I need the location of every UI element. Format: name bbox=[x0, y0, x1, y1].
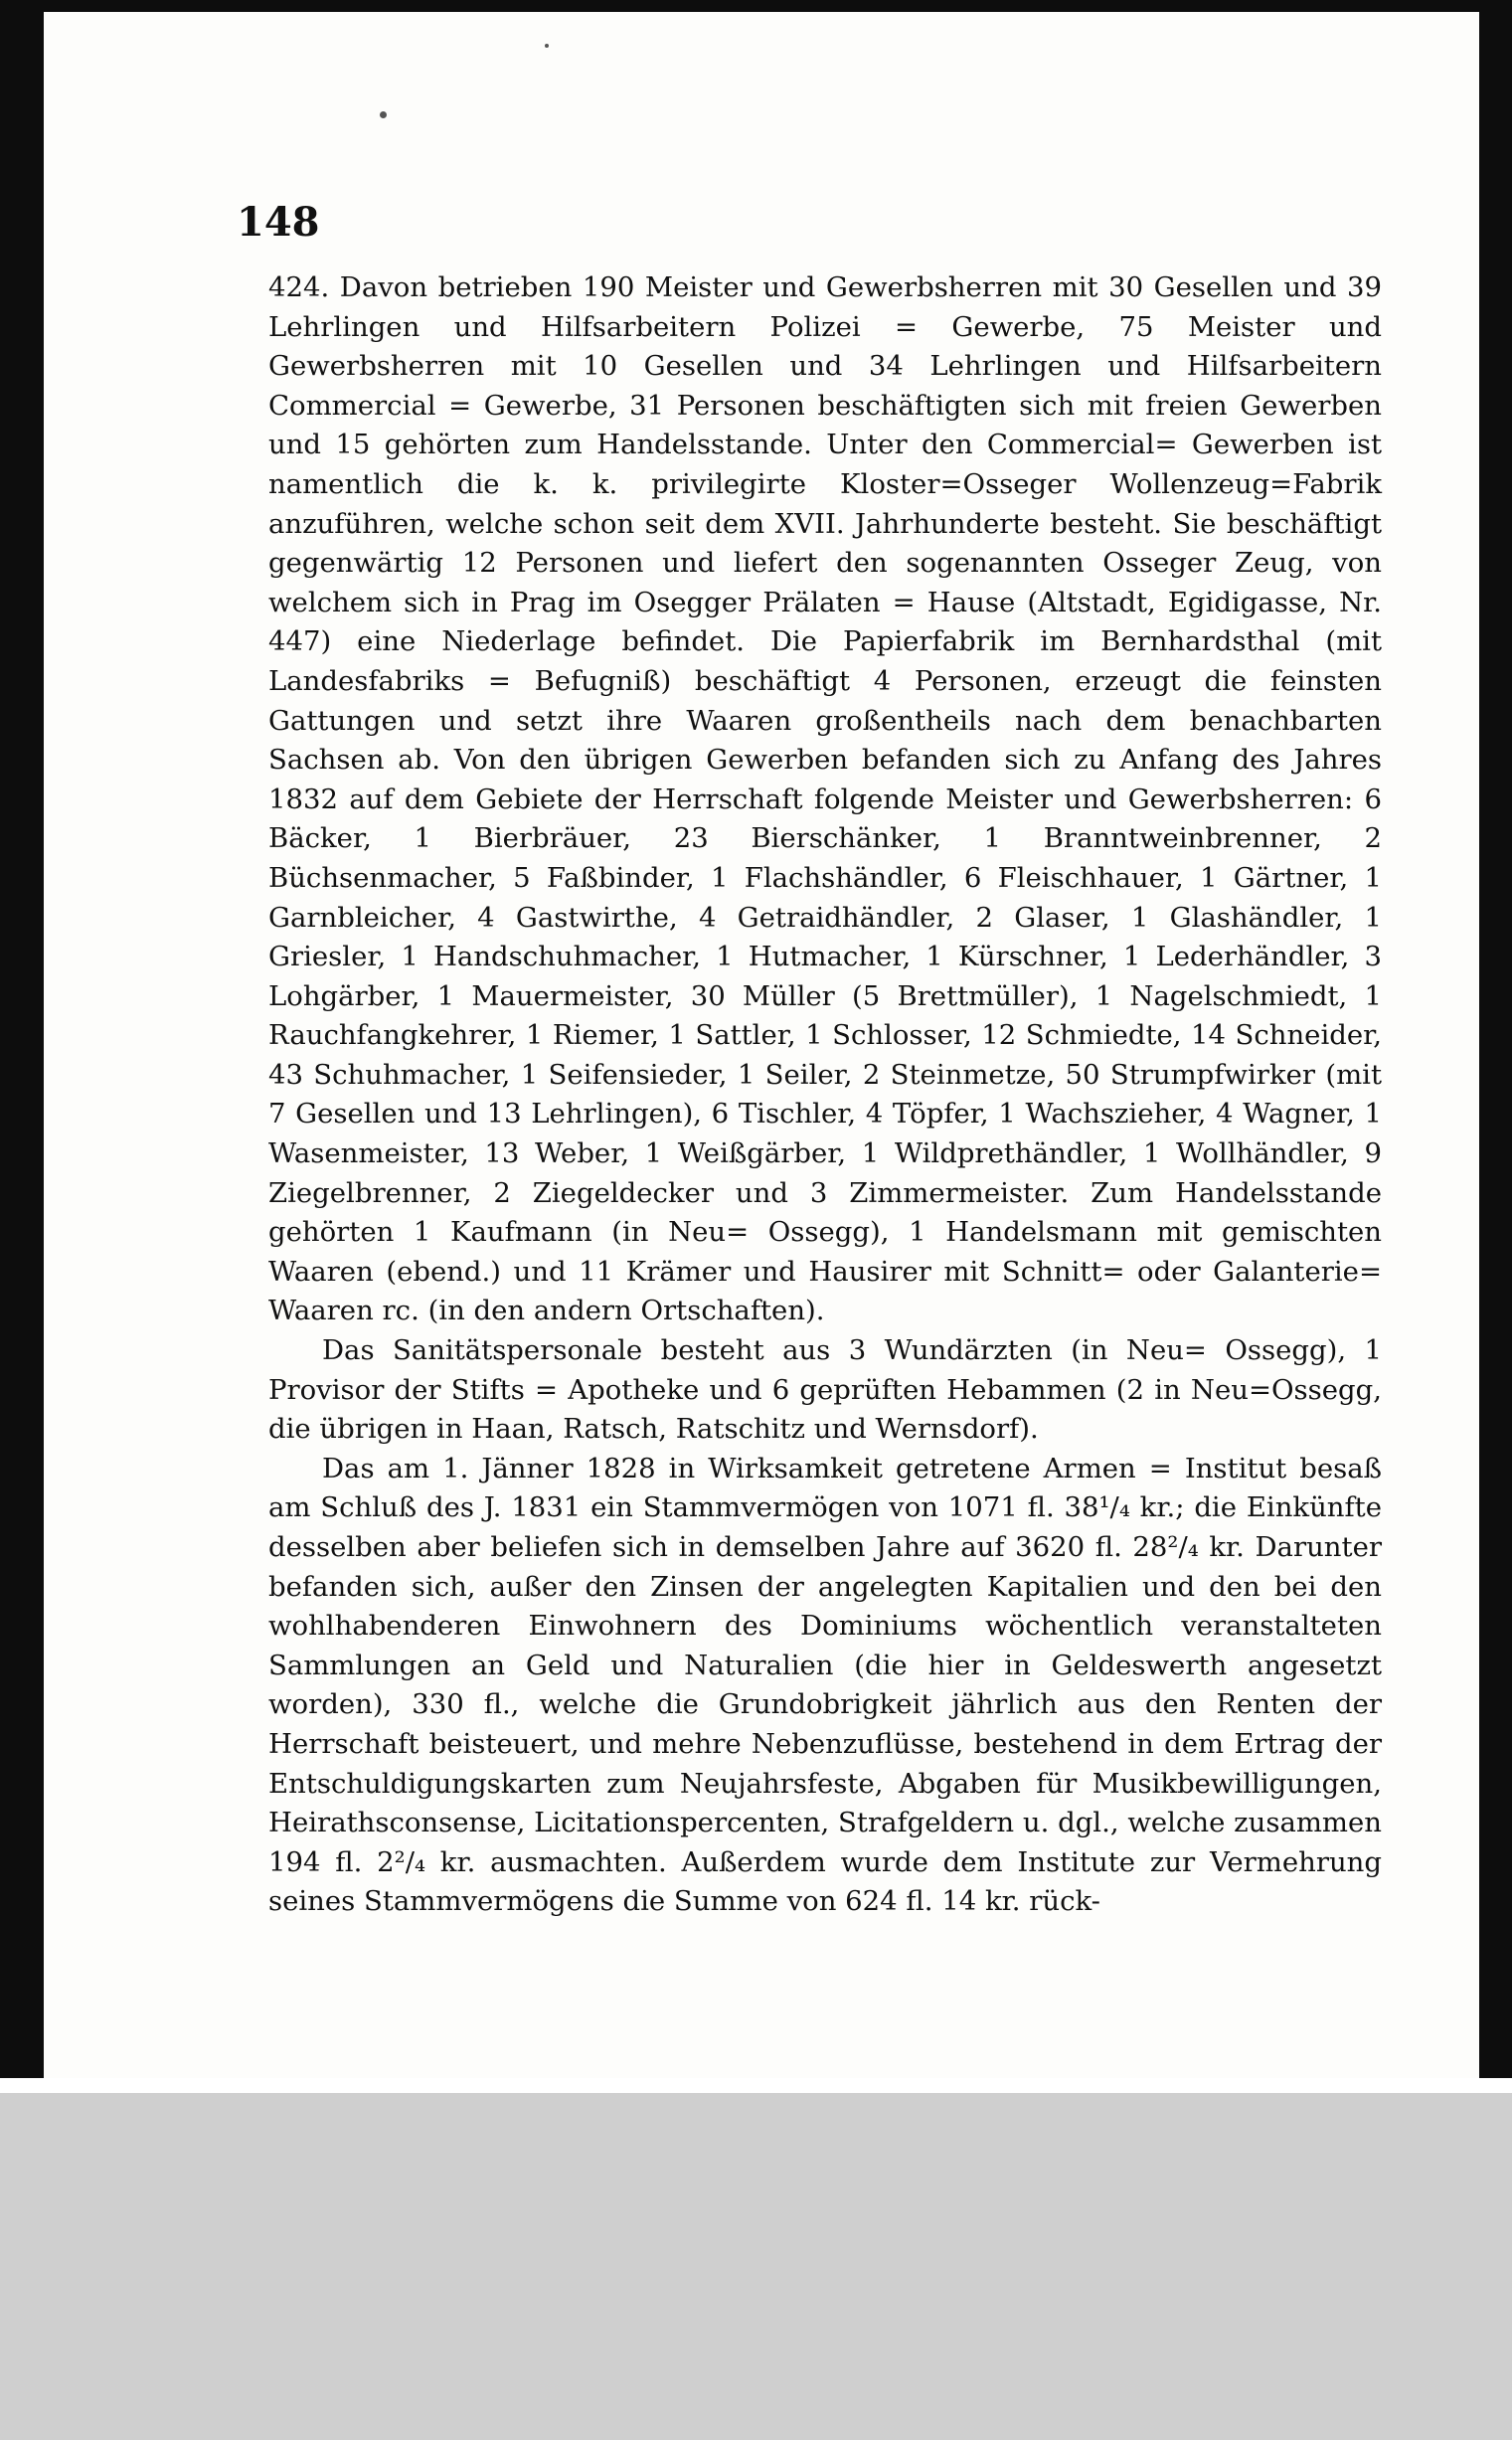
scanner-background bbox=[0, 2093, 1512, 2440]
page-number: 148 bbox=[237, 199, 320, 246]
scan-edge-left bbox=[0, 0, 44, 2078]
scan-edge-top bbox=[0, 0, 1512, 12]
dust-speck bbox=[545, 44, 549, 48]
body-text bbox=[268, 268, 1382, 1922]
paragraph-sanitaet: Das Sanitätspersonale besteht aus 3 Wundärzten (in Neu= Ossegg), 1 Provisor der Stifts = Apotheke und 6 geprüften Hebammen (2 in Neu=Ossegg, die übrigen in Haan, Ratsch, Ratschitz und Wernsdorf). bbox=[268, 1334, 1382, 1446]
scan-edge-right bbox=[1479, 0, 1512, 2078]
dust-speck bbox=[380, 111, 387, 118]
paragraph-armeninstitut: Das am 1. Jänner 1828 in Wirksamkeit getretene Armen = Institut besaß am Schluß des J. 1831 ein Stammvermögen von 1071 fl. 38¹/₄ kr.; die Einkünfte desselben aber beliefen sich in demselben Jahre auf 3620 fl. 28²/₄ kr. Darunter befanden sich, außer den Zinsen der angelegten Kapitalien und den bei den wohlhabenderen Einwohnern des Dominiums wöchentlich veranstalteten Sammlungen an Geld und Naturalien (die hier in Geldeswerth angesetzt worden), 330 fl., welche die Grundobrigkeit jährlich aus den Renten der Herrschaft beisteuert, und mehre Nebenzuflüsse, bestehend in dem Ertrag der Entschuldigungskarten zum Neujahrsfeste, Abgaben für Musikbewilligungen, Heirathsconsense, Licitationspercenten, Strafgeldern u. dgl., welche zusammen 194 fl. 2²/₄ kr. ausmachten. Außerdem wurde dem Institute zur Vermehrung seines Stammvermögens die Summe von 624 fl. 14 kr. rück- bbox=[268, 1452, 1382, 1918]
paragraph-gewerbe: 424. Davon betrieben 190 Meister und Gewerbsherren mit 30 Gesellen und 39 Lehrlingen und Hilfsarbeitern Polizei = Gewerbe, 75 Meister und Gewerbsherren mit 10 Gesellen und 34 Lehrlingen und Hilfsarbeitern Commercial = Gewerbe, 31 Personen beschäftigten sich mit freien Gewerben und 15 gehörten zum Handelsstande. Unter den Commercial= Gewerben ist namentlich die k. k. privilegirte Kloster=Osseger Wollenzeug=Fabrik anzuführen, welche schon seit dem XVII. Jahrhunderte besteht. Sie beschäftigt gegenwärtig 12 Personen und liefert den sogenannten Osseger Zeug, von welchem sich in Prag im Osegger Prälaten = Hause (Altstadt, Egidigasse, Nr. 447) eine Niederlage befindet. Die Papierfabrik im Bernhardsthal (mit Landesfabriks = Befugniß) beschäftigt 4 Personen, erzeugt die feinsten Gattungen und setzt ihre Waaren großentheils nach dem benachbarten Sachsen ab. Von den übrigen Gewerben befanden sich zu Anfang des Jahres 1832 auf dem Gebiete der Herrschaft folgende Meister und Gewerbsherren: 6 Bäcker, 1 Bierbräuer, 23 Bierschänker, 1 Branntweinbrenner, 2 Büchsenmacher, 5 Faßbinder, 1 Flachshändler, 6 Fleischhauer, 1 Gärtner, 1 Garnbleicher, 4 Gastwirthe, 4 Getraidhändler, 2 Glaser, 1 Glashändler, 1 Griesler, 1 Handschuhmacher, 1 Hutmacher, 1 Kürschner, 1 Lederhändler, 3 Lohgärber, 1 Mauermeister, 30 Müller (5 Brettmüller), 1 Nagelschmiedt, 1 Rauchfangkehrer, 1 Riemer, 1 Sattler, 1 Schlosser, 12 Schmiedte, 14 Schneider, 43 Schuhmacher, 1 Seifensieder, 1 Seiler, 2 Steinmetze, 50 Strumpfwirker (mit 7 Gesellen und 13 Lehrlingen), 6 Tischler, 4 Töpfer, 1 Wachszieher, 4 Wagner, 1 Wasenmeister, 13 Weber, 1 Weißgärber, 1 Wildprethändler, 1 Wollhändler, 9 Ziegelbrenner, 2 Ziegeldecker und 3 Zimmermeister. Zum Handelsstande gehörten 1 Kaufmann (in Neu= Ossegg), 1 Handelsmann mit gemischten Waaren (ebend.) und 11 Krämer und Hausirer mit Schnitt= oder Galanterie= Waaren rc. (in den andern Ortschaften). bbox=[268, 271, 1382, 1327]
